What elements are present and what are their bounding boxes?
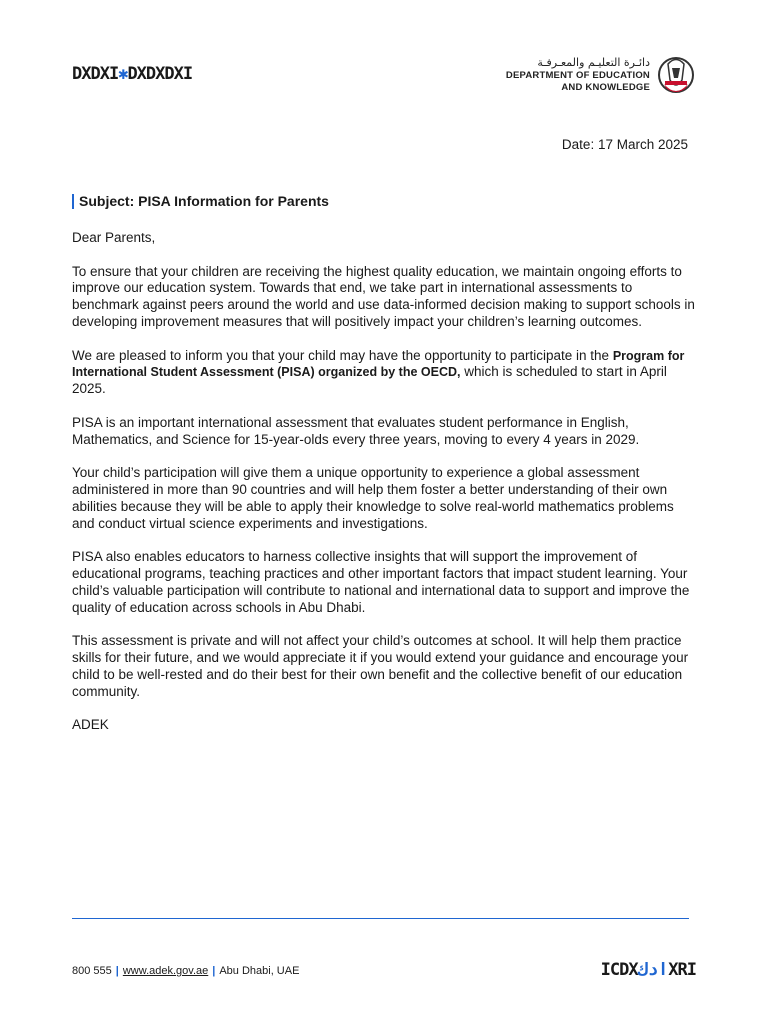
footer-divider — [72, 918, 689, 919]
department-name-line1: DEPARTMENT OF EDUCATION — [505, 70, 650, 81]
adek-logo-left — [72, 64, 192, 84]
footer-contact — [72, 965, 299, 977]
logo-left-tail: DXDXDXI — [127, 64, 193, 84]
paragraph-2-end: which is scheduled to start in April 2025. — [72, 364, 667, 397]
letter-body — [72, 230, 696, 751]
footer-separator: | — [212, 965, 216, 977]
abu-dhabi-emblem-icon — [656, 50, 696, 100]
footer-location: Abu Dhabi, UAE — [219, 965, 300, 977]
department-name-line2: AND KNOWLEDGE — [561, 82, 650, 93]
logo-star-icon: ✱ — [118, 64, 128, 84]
paragraph-6: This assessment is private and will not affect your child’s outcomes at school. It will help them practice skills for their future, and we would appreciate it if you would extend your guidance and encourage your child to be well-rested and do their best for their own benefit and the collective benefit of our education community. — [72, 633, 689, 699]
greeting: Dear Parents, — [72, 230, 156, 245]
logo-right-arabic-mark: ادك — [637, 960, 669, 980]
subject-accent-bar — [72, 194, 74, 209]
signature: ADEK — [72, 717, 109, 733]
department-logo — [506, 50, 696, 100]
footer-separator: | — [115, 965, 119, 977]
paragraph-2 — [72, 348, 696, 398]
paragraph-4: Your child’s participation will give them a unique opportunity to experience a global assessment administered in more than 90 countries and will help them foster a better understanding of their own abilities because they will be able to apply their knowledge to solve real-world mathematics problems and conduct virtual science experiments and investigations. — [72, 465, 674, 531]
paragraph-5: PISA also enables educators to harness collective insights that will support the improvement of educational programs, teaching practices and other important factors that impact student learning. Your child’s valuable participation will contribute to national and international data to support and improve the quality of education across schools in Abu Dhabi. — [72, 549, 690, 615]
footer-website-link[interactable]: www.adek.gov.ae — [122, 965, 209, 977]
letter-subject — [72, 193, 329, 209]
paragraph-1: To ensure that your children are receiving the highest quality education, we maintain ongoing efforts to improve our education system. Towards that end, we take part in international assessments to benchmark against peers around the world and use data-informed decision making to support schools in developing improvement measures that will positively impact your children’s learning outcomes. — [72, 263, 695, 329]
paragraph-2-start: We are pleased to inform you that your child may have the opportunity to participate in the — [72, 347, 613, 363]
logo-left-text: DXDXI — [72, 64, 119, 84]
subject-text: Subject: PISA Information for Parents — [79, 193, 329, 209]
logo-right-tail: XRI — [668, 960, 696, 980]
adek-logo-right — [601, 960, 696, 980]
department-name-arabic: دائـرة التعليـم والمعـرفـة — [537, 56, 650, 69]
department-name — [506, 56, 650, 94]
paragraph-3: PISA is an important international assessment that evaluates student performance in English, Mathematics, and Science for 15-year-olds every three years, moving to every 4 years in 2029. — [72, 414, 640, 447]
letter-date: Date: 17 March 2025 — [561, 137, 688, 152]
pisa-program-name: Program for International Student Assessment (PISA) organized by the OECD, — [72, 348, 685, 380]
footer-phone: 800 555 — [72, 965, 112, 977]
logo-right-text: ICDX — [600, 960, 638, 980]
